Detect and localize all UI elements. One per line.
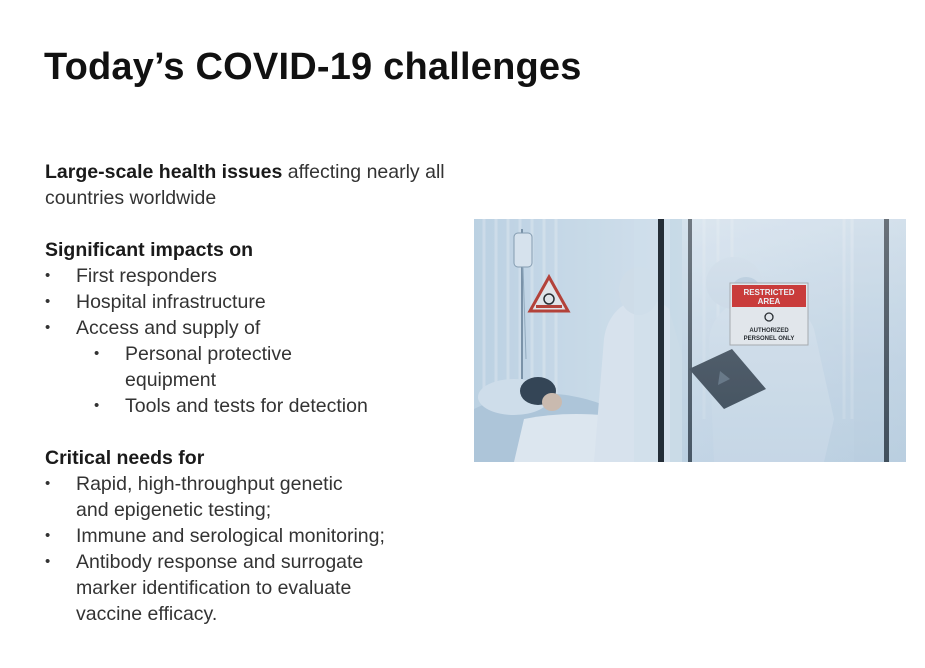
- list-item: • Antibody response and surrogate marker identification to evaluate vaccine efficacy.: [45, 549, 396, 627]
- intro-bold: Large-scale health issues: [45, 161, 283, 183]
- needs-heading: Critical needs for: [45, 447, 205, 469]
- list-item: • Rapid, high-throughput genetic and epigenetic testing;: [45, 471, 376, 523]
- impacts-heading: Significant impacts on: [45, 239, 254, 261]
- sign-line-1: RESTRICTED: [743, 288, 795, 297]
- list-item: • First responders: [45, 263, 455, 289]
- needs-list: [45, 471, 455, 627]
- supply-sublist: [94, 341, 455, 419]
- list-item: • Hospital infrastructure: [45, 289, 455, 315]
- intro-rest: affecting nearly all countries worldwide: [45, 161, 445, 209]
- list-item: • Tools and tests for detection: [94, 393, 455, 419]
- hospital-photo: [474, 219, 906, 462]
- impacts-list: [45, 263, 455, 419]
- intro-paragraph: [45, 159, 455, 211]
- sign-line-4: PERSONEL ONLY: [743, 336, 795, 342]
- slide-title: Today’s COVID-19 challenges: [44, 46, 582, 88]
- list-item: • Immune and serological monitoring;: [45, 523, 455, 549]
- list-item: • Access and supply of • Personal protective equipment • Tools and tests for detection: [45, 315, 455, 419]
- list-item: • Personal protective equipment: [94, 341, 325, 393]
- sign-line-3: AUTHORIZED: [749, 328, 789, 334]
- slide-body: [45, 159, 455, 627]
- sign-line-2: AREA: [757, 297, 781, 306]
